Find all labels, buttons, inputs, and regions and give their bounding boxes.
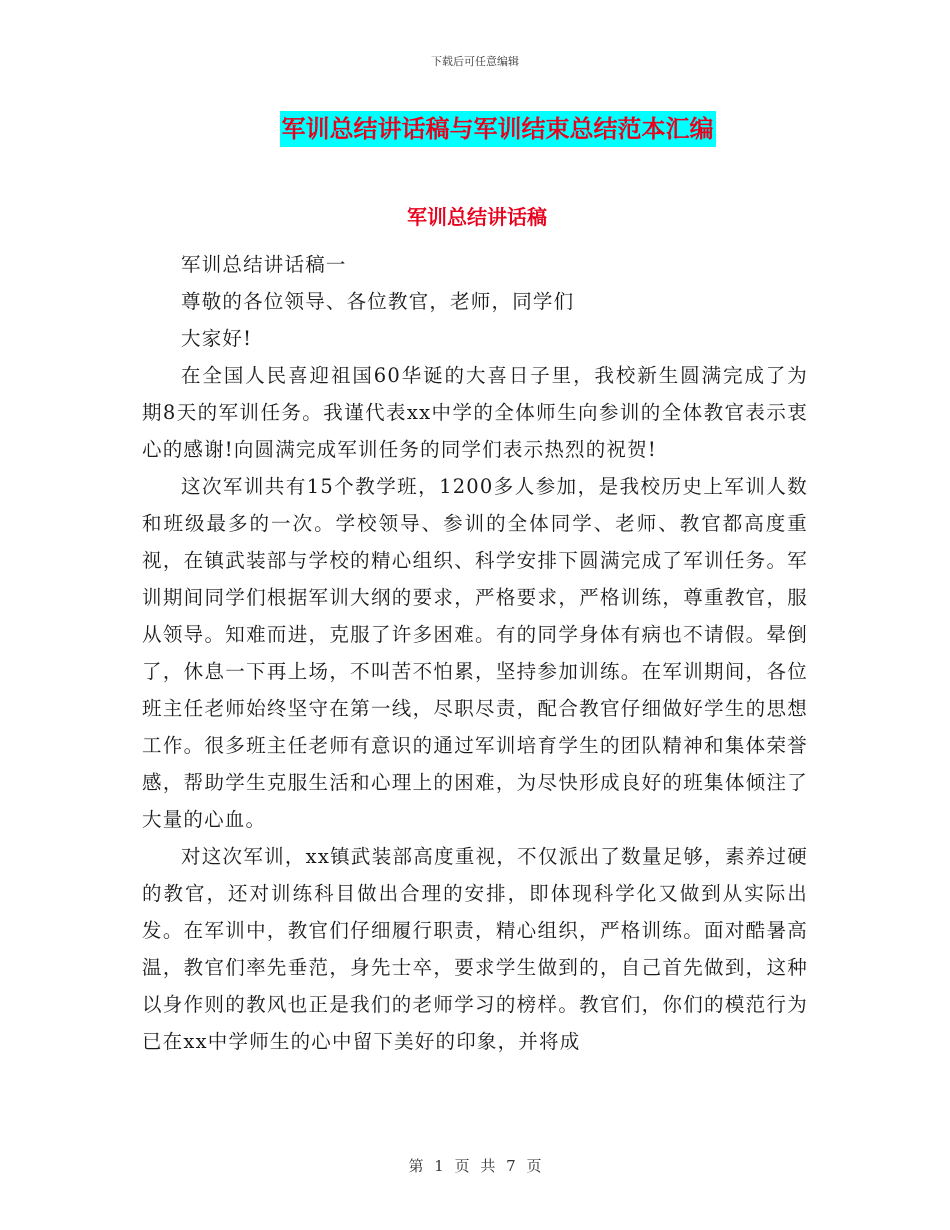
page-number-footer: 第 1 页 共 7 页 <box>408 1157 542 1175</box>
paragraph-body-2: 这次军训共有15个教学班，1200多人参加，是我校历史上军训人数和班级最多的一次。学校领导、参训的全体同学、老师、教官都高度重视，在镇武装部与学校的精心组织、科学安排下圆满完成了军训任务。军训期间同学们根据军训大纲的要求，严格要求，严格训练，尊重教官，服从领导。知难而进，克服了许多困难。有的同学身体有病也不请假。晕倒了，休息一下再上场，不叫苦不怕累，坚持参加训练。在军训期间，各位班主任老师始终坚守在第一线，尽职尽责，配合教官仔细做好学生的思想工作。很多班主任老师有意识的通过军训培育学生的团队精神和集体荣誉感，帮助学生克服生活和心理上的困难，为尽快形成良好的班集体倾注了大量的心血。 <box>142 475 808 831</box>
section-title: 军训总结讲话稿 <box>407 205 547 229</box>
document-main-title: 军训总结讲话稿与军训结束总结范本汇编 <box>280 111 716 147</box>
page-header-note: 下载后可任意编辑 <box>431 55 519 68</box>
document-body <box>142 246 808 1060</box>
paragraph-salutation: 尊敬的各位领导、各位教官，老师，同学们 <box>181 290 575 313</box>
paragraph-body-1: 在全国人民喜迎祖国60华诞的大喜日子里，我校新生圆满完成了为期8天的军训任务。我谨代表xx中学的全体师生向参训的全体教官表示衷心的感谢!向圆满完成军训任务的同学们表示热烈的祝贺! <box>142 364 808 461</box>
paragraph-greeting: 大家好! <box>181 327 253 350</box>
paragraph-speech-heading: 军训总结讲话稿一 <box>181 253 347 276</box>
main-title-container <box>0 111 950 147</box>
paragraph-body-3: 对这次军训，xx镇武装部高度重视，不仅派出了数量足够，素养过硬的教官，还对训练科目做出合理的安排，即体现科学化又做到从实际出发。在军训中，教官们仔细履行职责，精心组织，严格训练。面对酷暑高温，教官们率先垂范，身先士卒，要求学生做到的，自己首先做到，这种以身作则的教风也正是我们的老师学习的榜样。教官们，你们的模范行为已在xx中学师生的心中留下美好的印象，并将成 <box>142 845 808 1053</box>
